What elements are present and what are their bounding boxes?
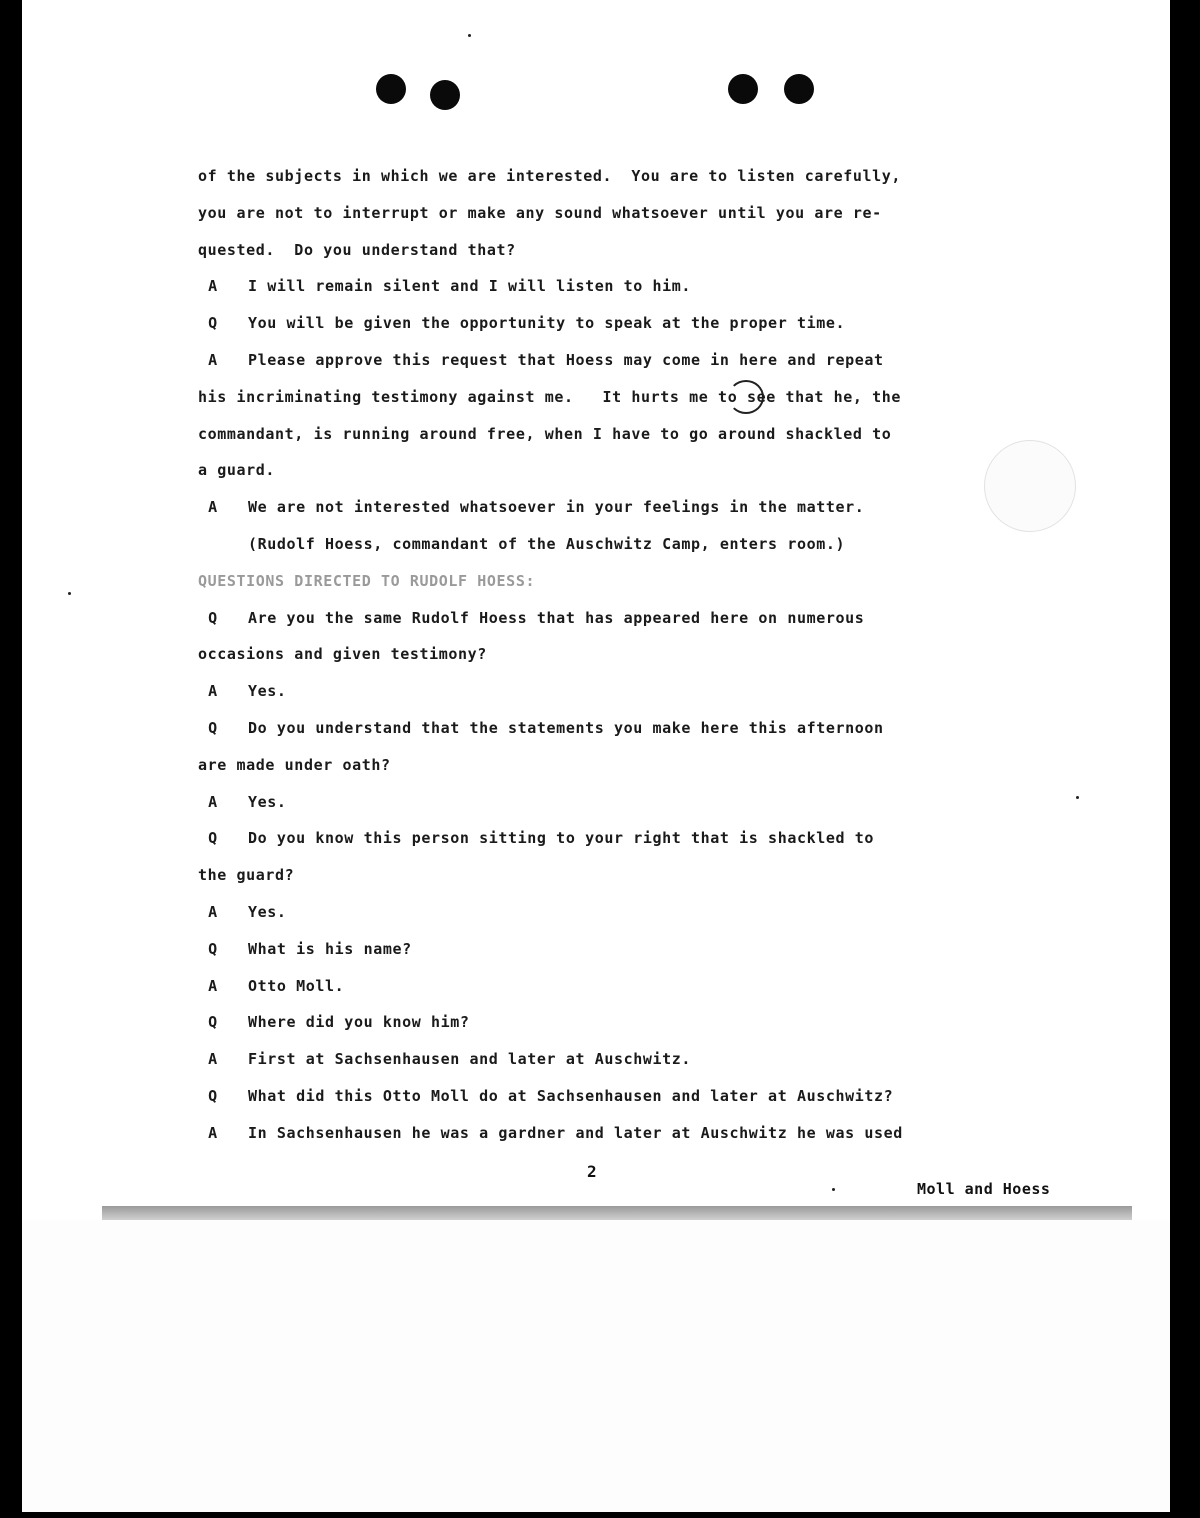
- speaker-label: A: [208, 277, 218, 296]
- line-text: We are not interested whatsoever in your feelings in the matter.: [248, 498, 865, 517]
- line-text: Where did you know him?: [248, 1013, 470, 1032]
- punch-hole: [376, 74, 406, 104]
- speaker-label: A: [208, 682, 218, 701]
- line-text: Yes.: [248, 682, 287, 701]
- line-text: (Rudolf Hoess, commandant of the Auschwitz Camp, enters room.): [248, 535, 846, 553]
- line-text: Please approve this request that Hoess may come in here and repeat: [248, 351, 884, 369]
- line-text: of the subjects in which we are interested. You are to listen carefully,: [198, 167, 902, 185]
- line-text: What did this Otto Moll do at Sachsenhausen and later at Auschwitz?: [248, 1087, 894, 1105]
- faint-stamp: [984, 440, 1076, 532]
- line-text: Do you know this person sitting to your right that is shackled to: [248, 829, 874, 848]
- speaker-label: A: [208, 903, 218, 921]
- line-text: Yes.: [248, 792, 287, 811]
- speaker-label: A: [208, 976, 218, 995]
- speaker-label: Q: [208, 1013, 218, 1032]
- line-text: quested. Do you understand that?: [198, 240, 516, 259]
- line-text: his incriminating testimony against me. It hurts me to see that he, the: [198, 387, 902, 406]
- speaker-label: Q: [208, 939, 218, 958]
- line-text: a guard.: [198, 461, 276, 480]
- speaker-label: Q: [208, 719, 218, 737]
- punch-hole: [430, 80, 460, 110]
- speaker-label: A: [208, 1123, 218, 1142]
- line-text: Yes.: [248, 903, 287, 921]
- line-text: Otto Moll.: [248, 976, 345, 995]
- speaker-label: Q: [208, 608, 218, 627]
- document-page: [22, 0, 1170, 1512]
- speaker-label: A: [208, 351, 218, 369]
- line-text: Are you the same Rudolf Hoess that has appeared here on numerous: [248, 608, 865, 627]
- line-text: In Sachsenhausen he was a gardner and later at Auschwitz he was used: [248, 1123, 903, 1142]
- blank-margin: [22, 1220, 1170, 1512]
- punch-hole: [784, 74, 814, 104]
- speaker-label: A: [208, 498, 218, 517]
- speaker-label: A: [208, 792, 218, 811]
- line-text: I will remain silent and I will listen to him.: [248, 277, 692, 296]
- scan-speck: [832, 1188, 835, 1191]
- scan-speck: [68, 592, 71, 595]
- line-text: are made under oath?: [198, 755, 391, 774]
- line-text: commandant, is running around free, when I have to go around shackled to: [198, 424, 892, 443]
- line-text: Do you understand that the statements you make here this afternoon: [248, 719, 884, 737]
- page-number: 2: [587, 1162, 597, 1181]
- punch-hole: [728, 74, 758, 104]
- scan-speck: [468, 34, 471, 37]
- scan-speck: [1076, 796, 1079, 799]
- line-text: you are not to interrupt or make any sound whatsoever until you are re-: [198, 203, 882, 222]
- speaker-label: Q: [208, 1087, 218, 1105]
- line-text: You will be given the opportunity to speak at the proper time.: [248, 314, 846, 333]
- speaker-label: A: [208, 1050, 218, 1069]
- speaker-label: Q: [208, 314, 218, 333]
- line-text: What is his name?: [248, 939, 412, 958]
- page-edge-shadow: [102, 1206, 1132, 1220]
- speaker-label: Q: [208, 829, 218, 848]
- footer-label: Moll and Hoess: [917, 1180, 1051, 1198]
- section-heading: QUESTIONS DIRECTED TO RUDOLF HOESS:: [198, 571, 536, 590]
- line-text: the guard?: [198, 866, 295, 885]
- line-text: occasions and given testimony?: [198, 645, 487, 664]
- line-text: First at Sachsenhausen and later at Auschwitz.: [248, 1050, 692, 1069]
